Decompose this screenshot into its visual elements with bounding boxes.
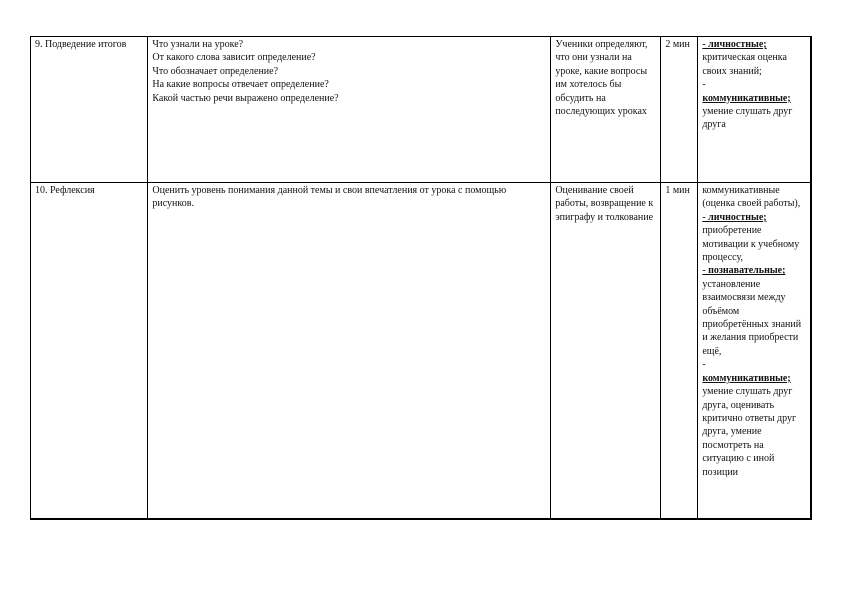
teacher-activity-line: Оценить уровень понимания данной темы и свои впечатления от урока с помощью рисунков. — [152, 185, 507, 210]
time-cell — [661, 183, 698, 520]
teacher-activity-line: Что узнали на уроке? — [152, 39, 244, 50]
stage-text: 10. Рефлексия — [35, 185, 95, 196]
stage-cell — [31, 37, 148, 183]
uud-description: - — [702, 79, 706, 91]
stage-text: 9. Подведение итогов — [35, 39, 127, 50]
uud-category: - личностные; — [702, 39, 767, 50]
teacher-activity-line: Какой частью речи выражено определение? — [152, 92, 339, 104]
stage-cell — [31, 183, 148, 520]
time-text: 1 мин — [665, 185, 690, 196]
uud-category: - личностные; — [702, 211, 767, 223]
uud-description: установление взаимосвязи между объёмом приобретённых знаний и желания приобрести ещё, — [702, 278, 802, 357]
uud-cell — [698, 183, 811, 520]
uud-description: умение слушать друг друга, оценивать критично ответы друг друга, умение посмотреть на ситуацию с иной позиции — [702, 386, 797, 478]
lesson-plan-table — [30, 36, 812, 520]
uud-description: приобретение мотивации к учебному процессу, — [702, 225, 800, 264]
uud-description: коммуникативные (оценка своей работы), — [702, 185, 801, 210]
uud-description: умение слушать друг друга — [702, 106, 793, 131]
student-activity-cell — [551, 183, 661, 520]
uud-description: - — [702, 359, 706, 371]
teacher-activity-line: Что обозначает определение? — [152, 65, 279, 77]
student-activity-text: Оценивание своей работы, возвращение к эпиграфу и толкование — [555, 185, 654, 223]
uud-category: - познавательные; — [702, 265, 786, 277]
table-body — [31, 37, 812, 520]
uud-description: критическая оценка своих знаний; — [702, 52, 787, 77]
teacher-activity-line: На какие вопросы отвечает определение? — [152, 79, 329, 91]
teacher-activity-line: От какого слова зависит определение? — [152, 52, 316, 64]
uud-category: коммуникативные; — [702, 92, 791, 104]
uud-category: коммуникативные; — [702, 372, 791, 384]
teacher-activity-cell — [148, 37, 551, 183]
teacher-activity-cell — [148, 183, 551, 520]
table-row — [31, 183, 812, 520]
student-activity-text: Ученики определяют, что они узнали на уроке, какие вопросы им хотелось бы обсудить на последующих уроках — [555, 39, 648, 118]
table-row — [31, 37, 812, 183]
uud-cell — [698, 37, 811, 183]
time-text: 2 мин — [665, 39, 690, 50]
student-activity-cell — [551, 37, 661, 183]
time-cell — [661, 37, 698, 183]
